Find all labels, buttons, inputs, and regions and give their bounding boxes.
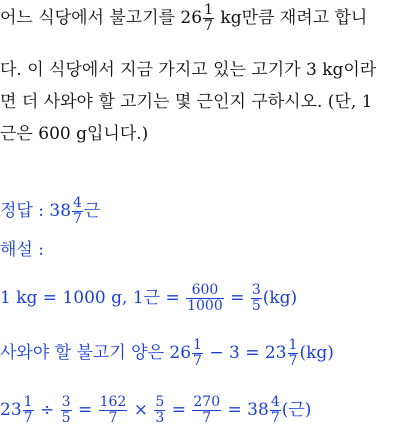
fraction bbox=[192, 338, 203, 369]
fraction-numerator: 162 bbox=[99, 394, 127, 410]
fraction bbox=[99, 395, 128, 426]
problem-line-1-pre: 어느 식당에서 불고기를 26 bbox=[0, 8, 203, 28]
divide-sign: ÷ bbox=[34, 400, 60, 420]
fraction-denominator: 7 bbox=[193, 353, 202, 369]
fraction-denominator: 5 bbox=[61, 410, 71, 426]
equals-sign: = bbox=[72, 400, 98, 420]
fraction-denominator: 5 bbox=[251, 298, 261, 314]
equals-sign: = bbox=[166, 400, 192, 420]
fraction-numerator: 1 bbox=[23, 394, 33, 410]
answer-label: 정답 : 38 bbox=[0, 201, 72, 221]
problem-line-1-post: kg만큼 재려고 합니 bbox=[215, 8, 368, 28]
problem-line-3: 면 더 사와야 할 고기는 몇 근인지 구하시오. (단, 1 bbox=[0, 92, 373, 112]
fraction bbox=[270, 395, 281, 426]
multiply-sign: × bbox=[128, 400, 154, 420]
fraction-denominator: 3 bbox=[155, 410, 165, 426]
answer-unit: 근 bbox=[83, 201, 101, 221]
fraction bbox=[23, 395, 34, 426]
fraction-denominator: 7 bbox=[202, 410, 212, 426]
fraction-denominator: 7 bbox=[108, 410, 118, 426]
fraction-numerator: 5 bbox=[155, 394, 165, 410]
unit-label: (kg) bbox=[262, 288, 298, 308]
fraction-numerator: 3 bbox=[251, 282, 261, 298]
mixed-fraction bbox=[203, 3, 214, 34]
fraction-denominator: 7 bbox=[73, 211, 82, 227]
fraction-denominator: 7 bbox=[270, 410, 280, 426]
fraction-numerator: 1 bbox=[288, 337, 298, 353]
fraction-denominator: 7 bbox=[288, 353, 298, 369]
fraction bbox=[251, 283, 262, 314]
fraction bbox=[154, 395, 165, 426]
fraction bbox=[61, 395, 72, 426]
explanation-step-1 bbox=[0, 283, 297, 314]
step-1-text: 1 kg = 1000 g, 1근 = bbox=[0, 288, 186, 308]
answer-fraction bbox=[72, 196, 83, 227]
fraction-numerator: 1 bbox=[204, 2, 213, 18]
fraction-numerator: 4 bbox=[73, 195, 82, 211]
fraction-numerator: 3 bbox=[61, 394, 71, 410]
fraction-denominator: 7 bbox=[204, 18, 213, 34]
answer-line bbox=[0, 196, 100, 227]
equals-result: = 38 bbox=[222, 400, 269, 420]
unit-label: (kg) bbox=[299, 343, 334, 363]
fraction-numerator: 600 bbox=[186, 283, 224, 299]
unit-label: (근) bbox=[281, 400, 312, 420]
step-2-middle: − 3 = 23 bbox=[203, 343, 287, 363]
explanation-label: 해설 : bbox=[0, 240, 44, 260]
explanation-step-2 bbox=[0, 338, 334, 369]
problem-line-1 bbox=[0, 3, 367, 34]
fraction-denominator: 1000 bbox=[187, 298, 223, 314]
explanation-step-3 bbox=[0, 395, 311, 426]
step-3-text: 23 bbox=[0, 400, 22, 420]
fraction-numerator: 1 bbox=[193, 337, 202, 353]
fraction bbox=[192, 395, 221, 426]
step-2-text: 사와야 할 불고기 양은 26 bbox=[0, 343, 192, 363]
fraction bbox=[288, 338, 299, 369]
fraction bbox=[186, 283, 224, 314]
equals-sign: = bbox=[224, 288, 250, 308]
problem-line-4: 근은 600 g입니다.) bbox=[0, 124, 149, 144]
fraction-numerator: 4 bbox=[270, 394, 280, 410]
fraction-numerator: 270 bbox=[193, 394, 221, 410]
problem-line-2: 다. 이 식당에서 지금 가지고 있는 고기가 3 kg이라 bbox=[0, 60, 377, 80]
fraction-denominator: 7 bbox=[23, 410, 33, 426]
